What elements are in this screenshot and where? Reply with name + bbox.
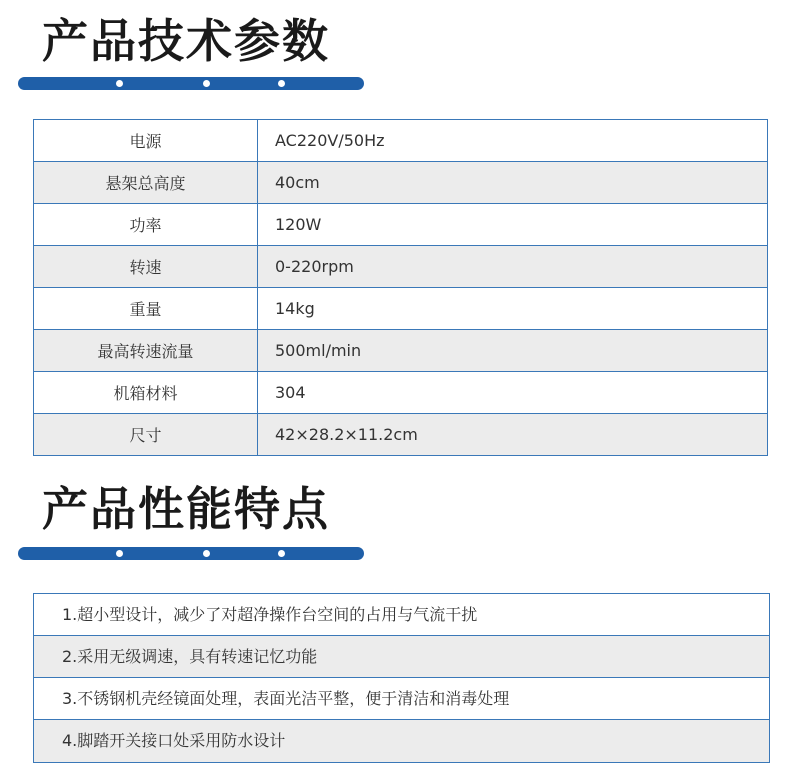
spec-label: 悬架总高度 [34, 162, 258, 204]
table-row [34, 246, 768, 288]
spec-label: 机箱材料 [34, 372, 258, 414]
bar-dot [278, 80, 285, 87]
spec-label: 转速 [34, 246, 258, 288]
spec-label: 最高转速流量 [34, 330, 258, 372]
spec-value: 40cm [258, 162, 768, 204]
spec-value: 14kg [258, 288, 768, 330]
spec-label: 电源 [34, 120, 258, 162]
title-underline-bar [18, 547, 364, 560]
spec-value: AC220V/50Hz [258, 120, 768, 162]
spec-value: 500ml/min [258, 330, 768, 372]
feature-item: 1.超小型设计，减少了对超净操作台空间的占用与气流干扰 [34, 594, 769, 636]
spec-table [33, 119, 768, 456]
spec-value: 304 [258, 372, 768, 414]
table-row [34, 372, 768, 414]
spec-label: 功率 [34, 204, 258, 246]
features-list [33, 593, 770, 763]
feature-item: 2.采用无级调速，具有转速记忆功能 [34, 636, 769, 678]
title-underline-bar [18, 77, 364, 90]
feature-item: 3.不锈钢机壳经镜面处理，表面光洁平整，便于清洁和消毒处理 [34, 678, 769, 720]
bar-dot [278, 550, 285, 557]
bar-dot [116, 80, 123, 87]
spec-value: 0-220rpm [258, 246, 768, 288]
bar-dot [203, 550, 210, 557]
table-row [34, 204, 768, 246]
bar-dot [116, 550, 123, 557]
spec-label: 重量 [34, 288, 258, 330]
spec-label: 尺寸 [34, 414, 258, 456]
table-row [34, 330, 768, 372]
bar-dot [203, 80, 210, 87]
spec-value: 120W [258, 204, 768, 246]
spec-section-title: 产品技术参数 [42, 14, 330, 68]
spec-value: 42×28.2×11.2cm [258, 414, 768, 456]
features-section-title: 产品性能特点 [42, 482, 330, 536]
table-row [34, 414, 768, 456]
feature-item: 4.脚踏开关接口处采用防水设计 [34, 720, 769, 762]
table-row [34, 162, 768, 204]
table-row [34, 288, 768, 330]
table-row [34, 120, 768, 162]
